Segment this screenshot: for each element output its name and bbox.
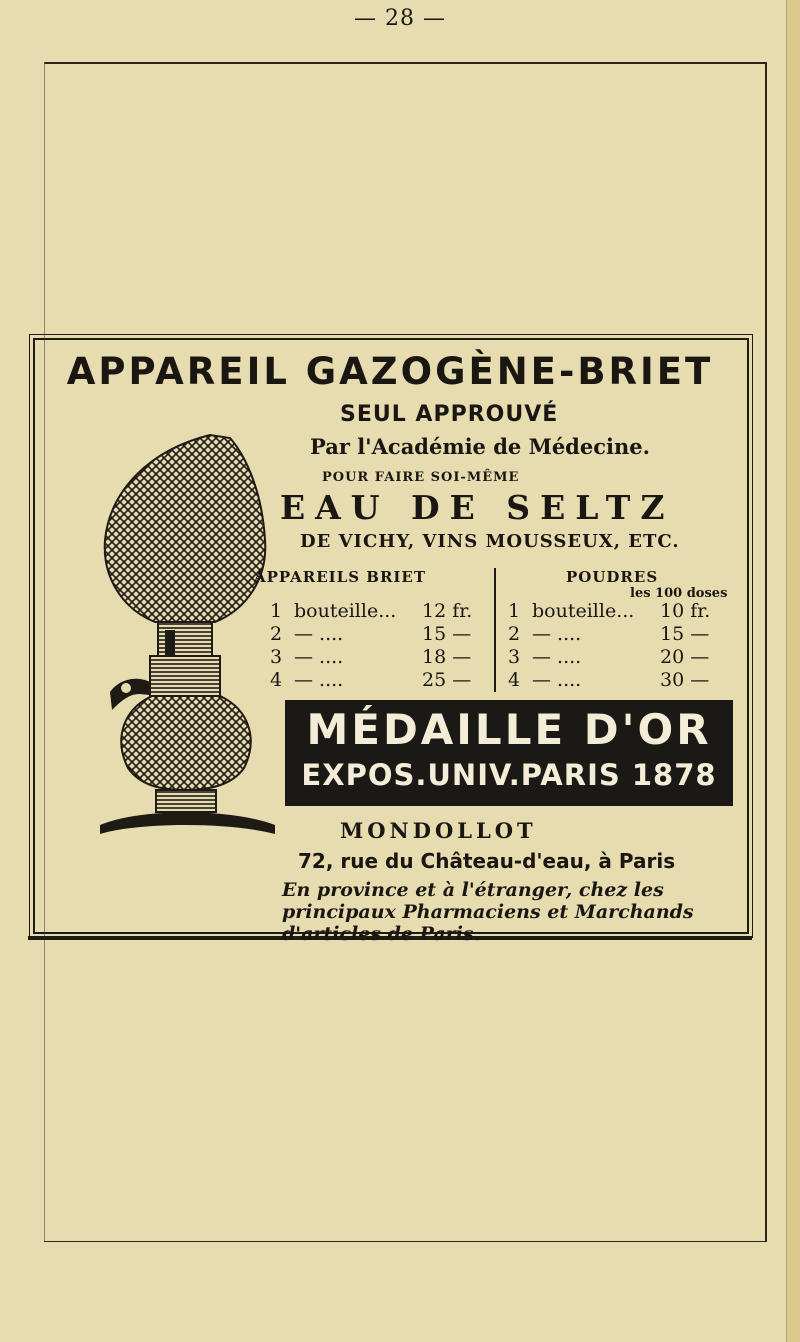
row-price: 30 —	[660, 669, 710, 691]
poudres-price-row	[508, 669, 740, 691]
row-price: 25 —	[422, 669, 472, 691]
page-edge	[786, 0, 800, 1342]
appareils-price-row	[270, 623, 490, 645]
frame-rule-top	[44, 62, 766, 64]
row-item: bouteille...	[532, 600, 635, 622]
row-item: — ....	[294, 646, 344, 668]
row-price: 15 —	[660, 623, 710, 645]
row-qty: 4	[508, 669, 521, 691]
appareils-price-row	[270, 646, 490, 668]
row-qty: 1	[508, 600, 521, 622]
gold-medal-banner	[285, 700, 733, 806]
poudres-price-row	[508, 623, 740, 645]
appareils-price-row	[270, 669, 490, 691]
poudres-heading: POUDRES	[566, 568, 659, 586]
siphon-apparatus-illustration	[80, 430, 290, 840]
row-item: — ....	[532, 646, 582, 668]
row-qty: 2	[508, 623, 521, 645]
row-item: — ....	[294, 669, 344, 691]
row-item: — ....	[294, 623, 344, 645]
row-qty: 2	[270, 623, 283, 645]
product-heading: EAU DE SELTZ	[280, 488, 675, 527]
poudres-subheading: les 100 doses	[630, 586, 728, 601]
approved-label: SEUL APPROUVÉ	[340, 402, 559, 427]
row-price: 10 fr.	[660, 600, 711, 622]
row-price: 20 —	[660, 646, 710, 668]
appareils-price-row	[270, 600, 490, 622]
poudres-price-row	[508, 646, 740, 668]
product-variants: DE VICHY, VINS MOUSSEUX, ETC.	[300, 531, 680, 552]
advertisement-title: APPAREIL GAZOGÈNE-BRIET	[66, 350, 714, 393]
appareils-heading: APPAREILS BRIET	[254, 568, 427, 586]
row-price: 12 fr.	[422, 600, 473, 622]
row-qty: 1	[270, 600, 283, 622]
medal-exposition: EXPOS.UNIV.PARIS 1878	[301, 758, 717, 792]
poudres-price-row	[508, 600, 740, 622]
purpose-line: POUR FAIRE SOI-MÊME	[322, 470, 520, 485]
medal-title: MÉDAILLE D'OR	[306, 705, 712, 754]
frame-rule-right	[765, 62, 767, 1242]
row-item: — ....	[532, 669, 582, 691]
row-item: — ....	[532, 623, 582, 645]
maker-name: MONDOLLOT	[340, 818, 537, 843]
row-qty: 3	[270, 646, 283, 668]
maker-address: 72, rue du Château-d'eau, à Paris	[298, 849, 676, 873]
row-item: bouteille...	[294, 600, 397, 622]
row-price: 18 —	[422, 646, 472, 668]
frame-rule-bottom	[44, 1241, 766, 1242]
price-column-divider	[494, 568, 496, 692]
row-qty: 4	[270, 669, 283, 691]
row-qty: 3	[508, 646, 521, 668]
distribution-note: En province et à l'étranger, chez les principaux Pharmaciens et Marchands d'articles de Paris.	[282, 879, 694, 945]
row-price: 15 —	[422, 623, 472, 645]
academy-line: Par l'Académie de Médecine.	[310, 434, 650, 459]
page-number: — 28 —	[354, 6, 446, 31]
